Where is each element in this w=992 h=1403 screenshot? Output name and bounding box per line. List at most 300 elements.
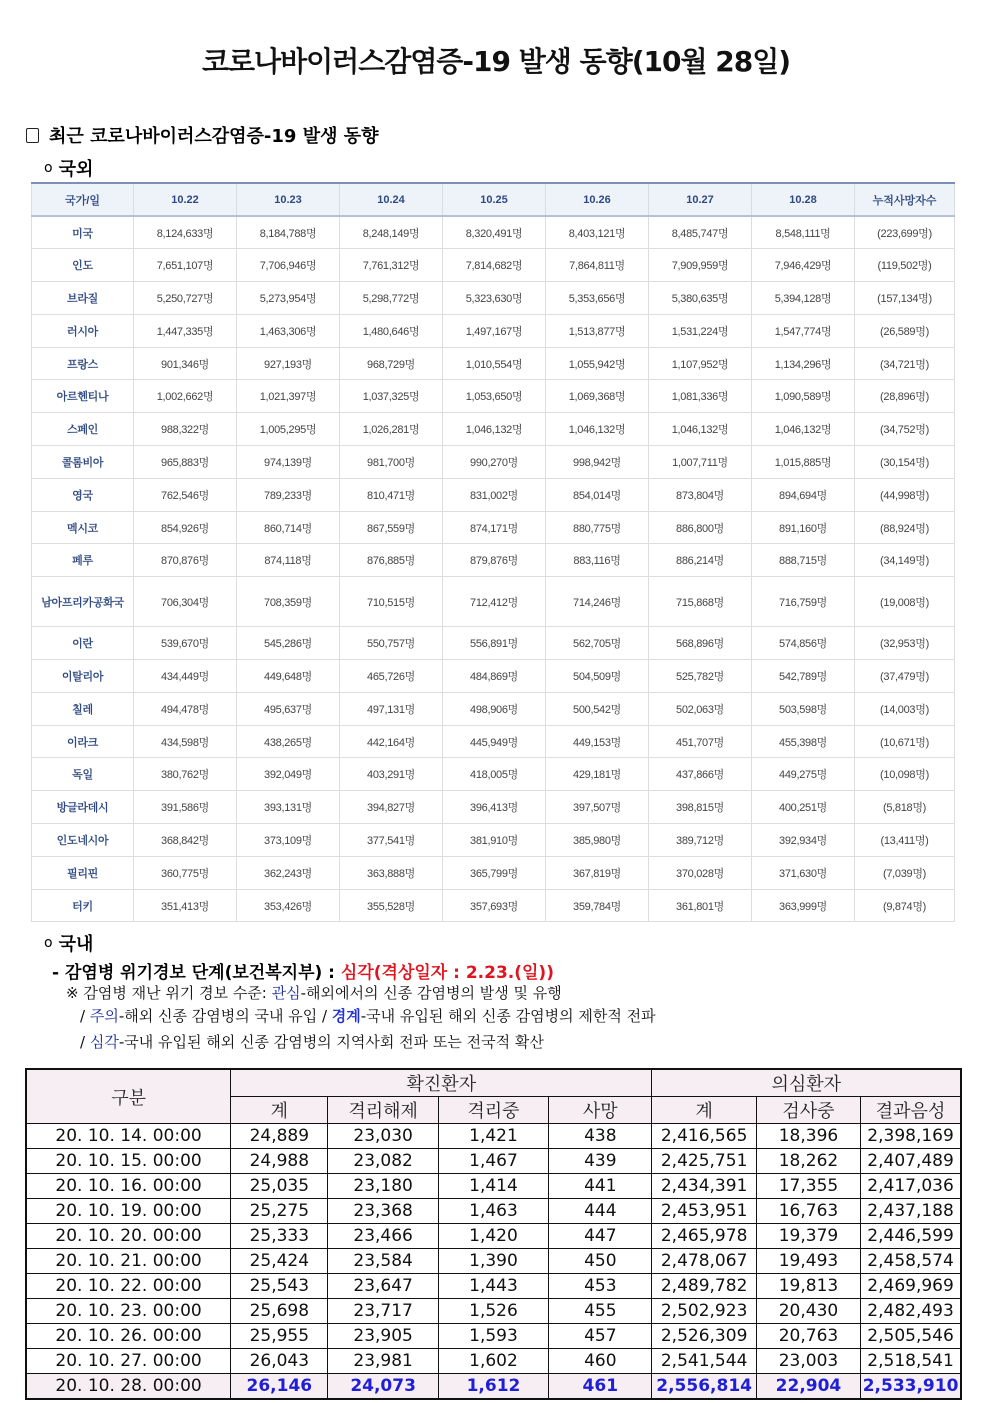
cases-cell: 455,398명 [752, 725, 855, 758]
cases-cell: 392,049명 [237, 758, 340, 791]
date-cell: 20. 10. 21. 00:00 [26, 1249, 231, 1274]
cases-cell: 403,291명 [340, 758, 443, 791]
country-name: 콜롬비아 [32, 446, 134, 479]
cases-cell: 1,497,167명 [443, 314, 546, 347]
cases-cell: 397,507명 [546, 791, 649, 824]
table-row [32, 725, 955, 758]
count-cell: 1,593 [438, 1324, 548, 1349]
table-row [32, 544, 955, 577]
table-row [32, 478, 955, 511]
count-cell: 2,458,574 [861, 1249, 961, 1274]
cases-cell: 362,243명 [237, 856, 340, 889]
count-cell: 439 [549, 1149, 652, 1174]
cases-cell: 965,883명 [134, 446, 237, 479]
header-date: 10.24 [340, 183, 443, 216]
section-heading-text: 최근 코로나바이러스감염증-19 발생 동향 [49, 126, 379, 147]
count-cell: 18,396 [756, 1124, 860, 1149]
cases-cell: 398,815명 [649, 791, 752, 824]
country-name: 이란 [32, 627, 134, 660]
table-row [32, 889, 955, 922]
count-cell: 1,421 [438, 1124, 548, 1149]
cases-cell: 8,320,491명 [443, 216, 546, 249]
table-row [26, 1374, 961, 1399]
count-cell: 460 [549, 1349, 652, 1374]
cases-cell: 361,801명 [649, 889, 752, 922]
count-cell: 23,180 [328, 1174, 438, 1199]
count-cell: 1,602 [438, 1349, 548, 1374]
cases-cell: 574,856명 [752, 627, 855, 660]
cases-cell: 7,946,429명 [752, 249, 855, 282]
cases-cell: 371,630명 [752, 856, 855, 889]
cases-cell: 351,413명 [134, 889, 237, 922]
cases-cell: 498,906명 [443, 692, 546, 725]
cumulative-deaths-cell: (32,953명) [855, 627, 955, 660]
count-cell: 2,425,751 [652, 1149, 756, 1174]
cases-cell: 438,265명 [237, 725, 340, 758]
cases-cell: 7,864,811명 [546, 249, 649, 282]
cases-cell: 990,270명 [443, 446, 546, 479]
cases-cell: 545,286명 [237, 627, 340, 660]
count-cell: 2,465,978 [652, 1224, 756, 1249]
table-row [26, 1174, 961, 1199]
country-name: 영국 [32, 478, 134, 511]
cases-cell: 886,800명 [649, 511, 752, 544]
count-cell: 1,390 [438, 1249, 548, 1274]
cases-cell: 854,014명 [546, 478, 649, 511]
domestic-cases-table [25, 1068, 962, 1400]
cases-cell: 442,164명 [340, 725, 443, 758]
subheader: 계 [652, 1097, 756, 1124]
cases-cell: 449,648명 [237, 660, 340, 693]
cases-cell: 1,480,646명 [340, 314, 443, 347]
cases-cell: 429,181명 [546, 758, 649, 791]
cases-cell: 706,304명 [134, 577, 237, 627]
cases-cell: 368,842명 [134, 824, 237, 857]
count-cell: 2,505,546 [861, 1324, 961, 1349]
cases-cell: 968,729명 [340, 347, 443, 380]
cases-cell: 400,251명 [752, 791, 855, 824]
table-row [32, 446, 955, 479]
count-cell: 16,763 [756, 1199, 860, 1224]
count-cell: 447 [549, 1224, 652, 1249]
count-cell: 2,556,814 [652, 1374, 756, 1399]
country-name: 멕시코 [32, 511, 134, 544]
alert-prefix: - 감염병 위기경보 단계(보건복지부) : [52, 963, 341, 983]
cases-cell: 1,046,132명 [649, 413, 752, 446]
cases-cell: 715,868명 [649, 577, 752, 627]
level-interest-desc: -해외에서의 신종 감염병의 발생 및 유행 [300, 984, 562, 1002]
count-cell: 2,417,036 [861, 1174, 961, 1199]
count-cell: 25,424 [231, 1249, 328, 1274]
cumulative-deaths-cell: (157,134명) [855, 282, 955, 315]
cases-cell: 854,926명 [134, 511, 237, 544]
cases-cell: 5,298,772명 [340, 282, 443, 315]
foreign-table-header [32, 183, 955, 216]
subheader: 계 [231, 1097, 328, 1124]
cumulative-deaths-cell: (88,924명) [855, 511, 955, 544]
count-cell: 23,647 [328, 1274, 438, 1299]
cases-cell: 974,139명 [237, 446, 340, 479]
cases-cell: 437,866명 [649, 758, 752, 791]
cases-cell: 880,775명 [546, 511, 649, 544]
date-cell: 20. 10. 15. 00:00 [26, 1149, 231, 1174]
cases-cell: 894,694명 [752, 478, 855, 511]
count-cell: 2,478,067 [652, 1249, 756, 1274]
cases-cell: 5,353,656명 [546, 282, 649, 315]
cases-cell: 504,509명 [546, 660, 649, 693]
country-name: 스페인 [32, 413, 134, 446]
cases-cell: 874,171명 [443, 511, 546, 544]
cumulative-deaths-cell: (5,818명) [855, 791, 955, 824]
cases-cell: 1,053,650명 [443, 380, 546, 413]
count-cell: 455 [549, 1299, 652, 1324]
header-date: 10.23 [237, 183, 340, 216]
count-cell: 457 [549, 1324, 652, 1349]
table-row [32, 249, 955, 282]
cases-cell: 1,547,774명 [752, 314, 855, 347]
country-name: 이라크 [32, 725, 134, 758]
cases-cell: 465,726명 [340, 660, 443, 693]
country-name: 방글라데시 [32, 791, 134, 824]
separator: / [80, 1007, 90, 1025]
table-row [26, 1224, 961, 1249]
cases-cell: 714,246명 [546, 577, 649, 627]
cases-cell: 380,762명 [134, 758, 237, 791]
table-row [26, 1199, 961, 1224]
count-cell: 438 [549, 1124, 652, 1149]
cases-cell: 391,586명 [134, 791, 237, 824]
cases-cell: 445,949명 [443, 725, 546, 758]
table-row [32, 758, 955, 791]
cases-cell: 716,759명 [752, 577, 855, 627]
country-name: 남아프리카공화국 [32, 577, 134, 627]
cumulative-deaths-cell: (28,896명) [855, 380, 955, 413]
count-cell: 2,416,565 [652, 1124, 756, 1149]
cases-cell: 7,909,959명 [649, 249, 752, 282]
cases-cell: 373,109명 [237, 824, 340, 857]
table-row [32, 380, 955, 413]
count-cell: 2,434,391 [652, 1174, 756, 1199]
cases-cell: 1,447,335명 [134, 314, 237, 347]
cases-cell: 8,124,633명 [134, 216, 237, 249]
cumulative-deaths-cell: (34,752명) [855, 413, 955, 446]
cases-cell: 883,116명 [546, 544, 649, 577]
cases-cell: 359,784명 [546, 889, 649, 922]
cases-cell: 451,707명 [649, 725, 752, 758]
table-row [32, 282, 955, 315]
table-row [26, 1299, 961, 1324]
date-cell: 20. 10. 26. 00:00 [26, 1324, 231, 1349]
cases-cell: 1,021,397명 [237, 380, 340, 413]
cases-cell: 377,541명 [340, 824, 443, 857]
cases-cell: 484,869명 [443, 660, 546, 693]
table-row [32, 660, 955, 693]
table-row [32, 314, 955, 347]
cases-cell: 860,714명 [237, 511, 340, 544]
alert-note-line3 [80, 1031, 544, 1052]
table-row [32, 347, 955, 380]
page-title: 코로나바이러스감염증-19 발생 동향(10월 28일) [201, 45, 791, 78]
cases-cell: 7,706,946명 [237, 249, 340, 282]
count-cell: 23,030 [328, 1124, 438, 1149]
cases-cell: 1,107,952명 [649, 347, 752, 380]
date-cell: 20. 10. 27. 00:00 [26, 1349, 231, 1374]
date-cell: 20. 10. 16. 00:00 [26, 1174, 231, 1199]
cases-cell: 353,426명 [237, 889, 340, 922]
count-cell: 461 [549, 1374, 652, 1399]
cases-cell: 393,131명 [237, 791, 340, 824]
alert-note-line2 [80, 1005, 656, 1026]
cases-cell: 712,412명 [443, 577, 546, 627]
cases-cell: 385,980명 [546, 824, 649, 857]
count-cell: 1,414 [438, 1174, 548, 1199]
level-alert-desc: -국내 유입된 해외 신종 감염병의 제한적 전파 [360, 1007, 656, 1025]
domestic-label [44, 930, 93, 956]
country-name: 독일 [32, 758, 134, 791]
alert-note-line1 [66, 982, 562, 1003]
count-cell: 19,493 [756, 1249, 860, 1274]
cases-cell: 363,888명 [340, 856, 443, 889]
cases-cell: 8,184,788명 [237, 216, 340, 249]
country-name: 필리핀 [32, 856, 134, 889]
cumulative-deaths-cell: (10,098명) [855, 758, 955, 791]
cases-cell: 1,046,132명 [752, 413, 855, 446]
table-row [26, 1249, 961, 1274]
cases-cell: 1,002,662명 [134, 380, 237, 413]
count-cell: 26,043 [231, 1349, 328, 1374]
cases-cell: 789,233명 [237, 478, 340, 511]
country-name: 프랑스 [32, 347, 134, 380]
cases-cell: 7,651,107명 [134, 249, 237, 282]
table-row [32, 627, 955, 660]
cases-cell: 5,323,630명 [443, 282, 546, 315]
count-cell: 453 [549, 1274, 652, 1299]
count-cell: 1,612 [438, 1374, 548, 1399]
cases-cell: 1,069,368명 [546, 380, 649, 413]
cumulative-deaths-cell: (37,479명) [855, 660, 955, 693]
cases-cell: 1,010,554명 [443, 347, 546, 380]
count-cell: 23,082 [328, 1149, 438, 1174]
alert-level-line [52, 958, 554, 983]
table-row [32, 216, 955, 249]
cases-cell: 449,275명 [752, 758, 855, 791]
cumulative-deaths-cell: (30,154명) [855, 446, 955, 479]
cases-cell: 542,789명 [752, 660, 855, 693]
country-name: 인도 [32, 249, 134, 282]
count-cell: 2,437,188 [861, 1199, 961, 1224]
header-confirmed: 확진환자 [231, 1069, 652, 1097]
count-cell: 23,368 [328, 1199, 438, 1224]
cases-cell: 365,799명 [443, 856, 546, 889]
table-row [32, 577, 955, 627]
country-name: 러시아 [32, 314, 134, 347]
cases-cell: 370,028명 [649, 856, 752, 889]
header-suspected: 의심환자 [652, 1069, 961, 1097]
header-date: 10.25 [443, 183, 546, 216]
cases-cell: 1,037,325명 [340, 380, 443, 413]
cases-cell: 5,380,635명 [649, 282, 752, 315]
cases-cell: 396,413명 [443, 791, 546, 824]
cases-cell: 449,153명 [546, 725, 649, 758]
date-cell: 20. 10. 14. 00:00 [26, 1124, 231, 1149]
cases-cell: 1,046,132명 [443, 413, 546, 446]
header-category: 구분 [26, 1069, 231, 1124]
count-cell: 1,463 [438, 1199, 548, 1224]
cumulative-deaths-cell: (14,003명) [855, 692, 955, 725]
cases-cell: 762,546명 [134, 478, 237, 511]
cases-cell: 367,819명 [546, 856, 649, 889]
table-row [32, 791, 955, 824]
level-serious-desc: -국내 유입된 해외 신종 감염병의 지역사회 전파 또는 전국적 확산 [118, 1033, 544, 1051]
table-row [32, 511, 955, 544]
count-cell: 1,420 [438, 1224, 548, 1249]
level-caution-desc: -해외 신종 감염병의 국내 유입 / [118, 1007, 332, 1025]
separator: / [80, 1033, 90, 1051]
cases-cell: 1,046,132명 [546, 413, 649, 446]
cases-cell: 494,478명 [134, 692, 237, 725]
count-cell: 2,526,309 [652, 1324, 756, 1349]
count-cell: 2,541,544 [652, 1349, 756, 1374]
cases-cell: 7,761,312명 [340, 249, 443, 282]
count-cell: 18,262 [756, 1149, 860, 1174]
count-cell: 20,763 [756, 1324, 860, 1349]
header-date: 10.27 [649, 183, 752, 216]
count-cell: 2,453,951 [652, 1199, 756, 1224]
cases-cell: 389,712명 [649, 824, 752, 857]
table-row [26, 1324, 961, 1349]
cases-cell: 495,637명 [237, 692, 340, 725]
country-name: 터키 [32, 889, 134, 922]
count-cell: 2,502,923 [652, 1299, 756, 1324]
table-row [32, 824, 955, 857]
cases-cell: 886,214명 [649, 544, 752, 577]
cases-cell: 1,055,942명 [546, 347, 649, 380]
header-date: 10.26 [546, 183, 649, 216]
domestic-label-text: 국내 [58, 934, 94, 955]
date-cell: 20. 10. 28. 00:00 [26, 1374, 231, 1399]
cases-cell: 901,346명 [134, 347, 237, 380]
header-cumulative-deaths: 누적사망자수 [855, 183, 955, 216]
cases-cell: 981,700명 [340, 446, 443, 479]
subheader: 사망 [549, 1097, 652, 1124]
count-cell: 24,073 [328, 1374, 438, 1399]
cases-cell: 381,910명 [443, 824, 546, 857]
cases-cell: 1,015,885명 [752, 446, 855, 479]
level-alert: 경계 [331, 1007, 361, 1025]
cases-cell: 998,942명 [546, 446, 649, 479]
cases-cell: 5,273,954명 [237, 282, 340, 315]
date-cell: 20. 10. 19. 00:00 [26, 1199, 231, 1224]
count-cell: 1,526 [438, 1299, 548, 1324]
cases-cell: 5,250,727명 [134, 282, 237, 315]
count-cell: 450 [549, 1249, 652, 1274]
cases-cell: 874,118명 [237, 544, 340, 577]
cases-cell: 550,757명 [340, 627, 443, 660]
cases-cell: 708,359명 [237, 577, 340, 627]
cases-cell: 556,891명 [443, 627, 546, 660]
cases-cell: 870,876명 [134, 544, 237, 577]
country-name: 인도네시아 [32, 824, 134, 857]
count-cell: 444 [549, 1199, 652, 1224]
count-cell: 26,146 [231, 1374, 328, 1399]
cases-cell: 873,804명 [649, 478, 752, 511]
cases-cell: 1,026,281명 [340, 413, 443, 446]
header-country-date: 국가/일 [32, 183, 134, 216]
cases-cell: 502,063명 [649, 692, 752, 725]
cases-cell: 7,814,682명 [443, 249, 546, 282]
count-cell: 19,813 [756, 1274, 860, 1299]
subheader: 격리해제 [328, 1097, 438, 1124]
count-cell: 2,407,489 [861, 1149, 961, 1174]
cases-cell: 8,485,747명 [649, 216, 752, 249]
count-cell: 19,379 [756, 1224, 860, 1249]
cases-cell: 8,403,121명 [546, 216, 649, 249]
cumulative-deaths-cell: (13,411명) [855, 824, 955, 857]
count-cell: 25,035 [231, 1174, 328, 1199]
count-cell: 2,518,541 [861, 1349, 961, 1374]
foreign-cases-table [31, 182, 955, 922]
cases-cell: 1,134,296명 [752, 347, 855, 380]
count-cell: 2,489,782 [652, 1274, 756, 1299]
cases-cell: 710,515명 [340, 577, 443, 627]
country-name: 페루 [32, 544, 134, 577]
cases-cell: 831,002명 [443, 478, 546, 511]
cases-cell: 1,463,306명 [237, 314, 340, 347]
count-cell: 2,482,493 [861, 1299, 961, 1324]
bullet-icon: o [44, 935, 53, 951]
cases-cell: 879,876명 [443, 544, 546, 577]
section-heading [26, 122, 379, 148]
table-row [32, 856, 955, 889]
count-cell: 1,467 [438, 1149, 548, 1174]
cases-cell: 1,007,711명 [649, 446, 752, 479]
count-cell: 23,466 [328, 1224, 438, 1249]
cumulative-deaths-cell: (19,008명) [855, 577, 955, 627]
subheader: 검사중 [756, 1097, 860, 1124]
alert-level-value: 심각(격상일자 : 2.23.(일)) [340, 963, 554, 983]
date-cell: 20. 10. 22. 00:00 [26, 1274, 231, 1299]
cases-cell: 392,934명 [752, 824, 855, 857]
checkbox-icon [26, 128, 39, 143]
cases-cell: 1,090,589명 [752, 380, 855, 413]
count-cell: 2,446,599 [861, 1224, 961, 1249]
country-name: 미국 [32, 216, 134, 249]
cumulative-deaths-cell: (34,721명) [855, 347, 955, 380]
foreign-label-text: 국외 [58, 159, 94, 180]
cases-cell: 1,005,295명 [237, 413, 340, 446]
table-row [26, 1149, 961, 1174]
country-name: 브라질 [32, 282, 134, 315]
cases-cell: 810,471명 [340, 478, 443, 511]
cases-cell: 5,394,128명 [752, 282, 855, 315]
country-name: 칠레 [32, 692, 134, 725]
count-cell: 2,398,169 [861, 1124, 961, 1149]
cases-cell: 1,081,336명 [649, 380, 752, 413]
cases-cell: 927,193명 [237, 347, 340, 380]
cases-cell: 8,548,111명 [752, 216, 855, 249]
cases-cell: 500,542명 [546, 692, 649, 725]
cases-cell: 355,528명 [340, 889, 443, 922]
count-cell: 23,981 [328, 1349, 438, 1374]
cumulative-deaths-cell: (44,998명) [855, 478, 955, 511]
cases-cell: 539,670명 [134, 627, 237, 660]
cases-cell: 1,513,877명 [546, 314, 649, 347]
cumulative-deaths-cell: (7,039명) [855, 856, 955, 889]
cases-cell: 394,827명 [340, 791, 443, 824]
cases-cell: 418,005명 [443, 758, 546, 791]
count-cell: 22,904 [756, 1374, 860, 1399]
foreign-label [44, 155, 93, 181]
